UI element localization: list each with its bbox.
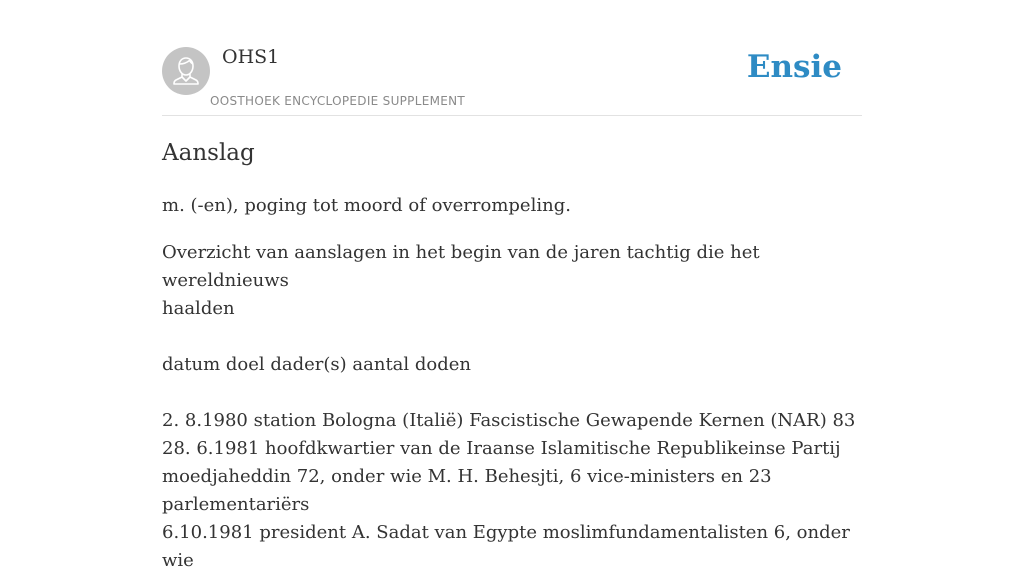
table-row-3-line-1: 6.10.1981 president A. Sadat van Egypte moslimfundamentalisten 6, onder wie	[162, 522, 850, 571]
intro-line-1: Overzicht van aanslagen in het begin van de jaren tachtig die het wereldnieuws	[162, 242, 760, 291]
entry-body	[162, 239, 862, 575]
brand-logo-link[interactable]: Ensie	[746, 49, 842, 85]
intro-line-2: haalden	[162, 298, 235, 319]
user-icon	[162, 47, 210, 95]
table-row-2-line-1: 28. 6.1981 hoofdkwartier van de Iraanse Islamitische Republikeinse Partij	[162, 438, 841, 459]
source-subtitle[interactable]: OOSTHOEK ENCYCLOPEDIE SUPPLEMENT	[210, 94, 466, 108]
table-row-2-line-3: parlementariërs	[162, 494, 310, 515]
avatar[interactable]	[162, 47, 210, 95]
table-header: datum doel dader(s) aantal doden	[162, 354, 472, 375]
owner-name[interactable]: OHS1	[222, 46, 280, 68]
table-row-1: 2. 8.1980 station Bologna (Italië) Fascistische Gewapende Kernen (NAR) 83	[162, 410, 856, 431]
entry-definition: m. (-en), poging tot moord of overrompeling.	[162, 195, 571, 216]
page	[162, 0, 862, 571]
spacer	[162, 323, 862, 351]
entry-title: Aanslag	[162, 140, 255, 166]
table-row-2-line-2: moedjaheddin 72, onder wie M. H. Behesjti, 6 vice-ministers en 23	[162, 466, 772, 487]
header	[162, 0, 862, 116]
spacer	[162, 379, 862, 407]
